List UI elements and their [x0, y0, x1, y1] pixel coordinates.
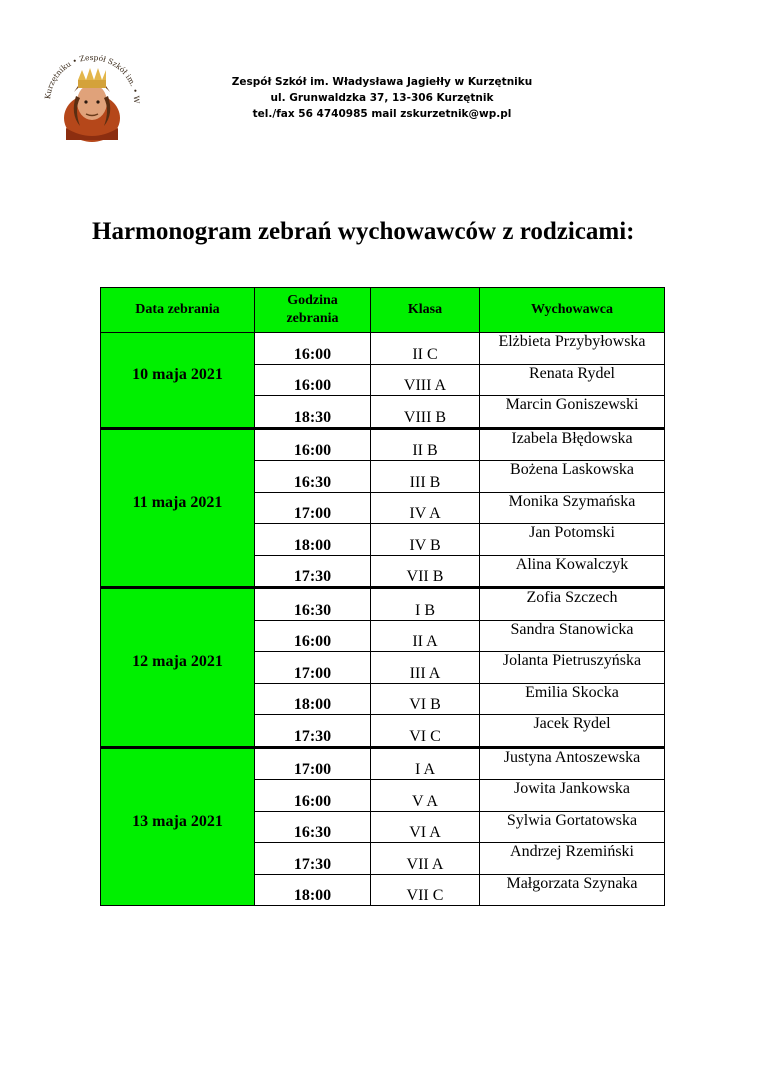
class-name: V A — [371, 780, 480, 812]
page-title: Harmonogram zebrań wychowawców z rodzicami: — [92, 218, 635, 245]
class-name: VII C — [371, 874, 480, 906]
class-name: IV B — [371, 524, 480, 556]
header-date: Data zebrania — [101, 288, 255, 333]
schedule-body — [101, 333, 665, 906]
teacher-name: Izabela Błędowska — [480, 428, 665, 461]
teacher-name: Marcin Goniszewski — [480, 396, 665, 429]
teacher-name: Emilia Skocka — [480, 683, 665, 715]
meeting-time: 17:00 — [255, 747, 371, 780]
meeting-time: 17:30 — [255, 715, 371, 748]
class-name: VI A — [371, 811, 480, 843]
school-header — [200, 74, 564, 122]
meeting-time: 16:00 — [255, 780, 371, 812]
meeting-time: 18:00 — [255, 683, 371, 715]
table-row — [101, 428, 665, 461]
class-name: VIII A — [371, 364, 480, 396]
teacher-name: Alina Kowalczyk — [480, 555, 665, 588]
meeting-time: 16:00 — [255, 333, 371, 365]
meeting-time: 16:30 — [255, 588, 371, 621]
meeting-time: 16:00 — [255, 364, 371, 396]
class-name: III A — [371, 652, 480, 684]
teacher-name: Bożena Laskowska — [480, 461, 665, 493]
class-name: III B — [371, 461, 480, 493]
meeting-time: 16:30 — [255, 811, 371, 843]
class-name: I B — [371, 588, 480, 621]
meeting-time: 17:00 — [255, 652, 371, 684]
class-name: II B — [371, 428, 480, 461]
table-row — [101, 747, 665, 780]
class-name: VI C — [371, 715, 480, 748]
meeting-time: 18:30 — [255, 396, 371, 429]
class-name: VIII B — [371, 396, 480, 429]
class-name: I A — [371, 747, 480, 780]
meeting-date: 10 maja 2021 — [132, 365, 223, 383]
teacher-name: Sandra Stanowicka — [480, 620, 665, 652]
class-name: II A — [371, 620, 480, 652]
meeting-time: 16:00 — [255, 428, 371, 461]
header-class: Klasa — [371, 288, 480, 333]
teacher-name: Jacek Rydel — [480, 715, 665, 748]
teacher-name: Justyna Antoszewska — [480, 747, 665, 780]
table-row — [101, 333, 665, 365]
teacher-name: Andrzej Rzemiński — [480, 843, 665, 875]
meeting-date: 12 maja 2021 — [132, 653, 223, 671]
header-time-line1: Godzina — [287, 293, 338, 308]
logo-text-top: Kurzętniku • Zespół Szkół im. • W — [43, 52, 142, 104]
teacher-name: Jolanta Pietruszyńska — [480, 652, 665, 684]
meeting-date: 11 maja 2021 — [132, 493, 223, 511]
meeting-date-cell — [101, 333, 255, 429]
header-time-line2: zebrania — [286, 311, 339, 326]
teacher-name: Jowita Jankowska — [480, 780, 665, 812]
class-name: II C — [371, 333, 480, 365]
teacher-name: Monika Szymańska — [480, 492, 665, 524]
schedule-table — [100, 287, 665, 906]
meeting-date-cell — [101, 428, 255, 588]
class-name: VI B — [371, 683, 480, 715]
school-address: ul. Grunwaldzka 37, 13-306 Kurzętnik — [270, 92, 494, 104]
teacher-name: Renata Rydel — [480, 364, 665, 396]
header-teacher: Wychowawca — [480, 288, 665, 333]
meeting-time: 17:30 — [255, 843, 371, 875]
school-name: Zespół Szkół im. Władysława Jagiełły w Kurzętniku — [231, 76, 533, 88]
school-contact: tel./fax 56 4740985 mail zskurzetnik@wp.pl — [252, 108, 512, 120]
meeting-time: 16:00 — [255, 620, 371, 652]
meeting-time: 18:00 — [255, 874, 371, 906]
table-row — [101, 588, 665, 621]
meeting-date: 13 maja 2021 — [132, 812, 223, 830]
class-name: IV A — [371, 492, 480, 524]
meeting-time: 17:30 — [255, 555, 371, 588]
meeting-time: 18:00 — [255, 524, 371, 556]
teacher-name: Sylwia Gortatowska — [480, 811, 665, 843]
meeting-time: 17:00 — [255, 492, 371, 524]
class-name: VII A — [371, 843, 480, 875]
teacher-name: Małgorzata Szynaka — [480, 874, 665, 906]
header-time — [255, 288, 371, 333]
teacher-name: Jan Potomski — [480, 524, 665, 556]
class-name: VII B — [371, 555, 480, 588]
teacher-name: Elżbieta Przybyłowska — [480, 333, 665, 365]
table-header-row — [101, 288, 665, 333]
teacher-name: Zofia Szczech — [480, 588, 665, 621]
meeting-time: 16:30 — [255, 461, 371, 493]
meeting-date-cell — [101, 747, 255, 906]
meeting-date-cell — [101, 588, 255, 748]
school-logo — [34, 44, 150, 156]
